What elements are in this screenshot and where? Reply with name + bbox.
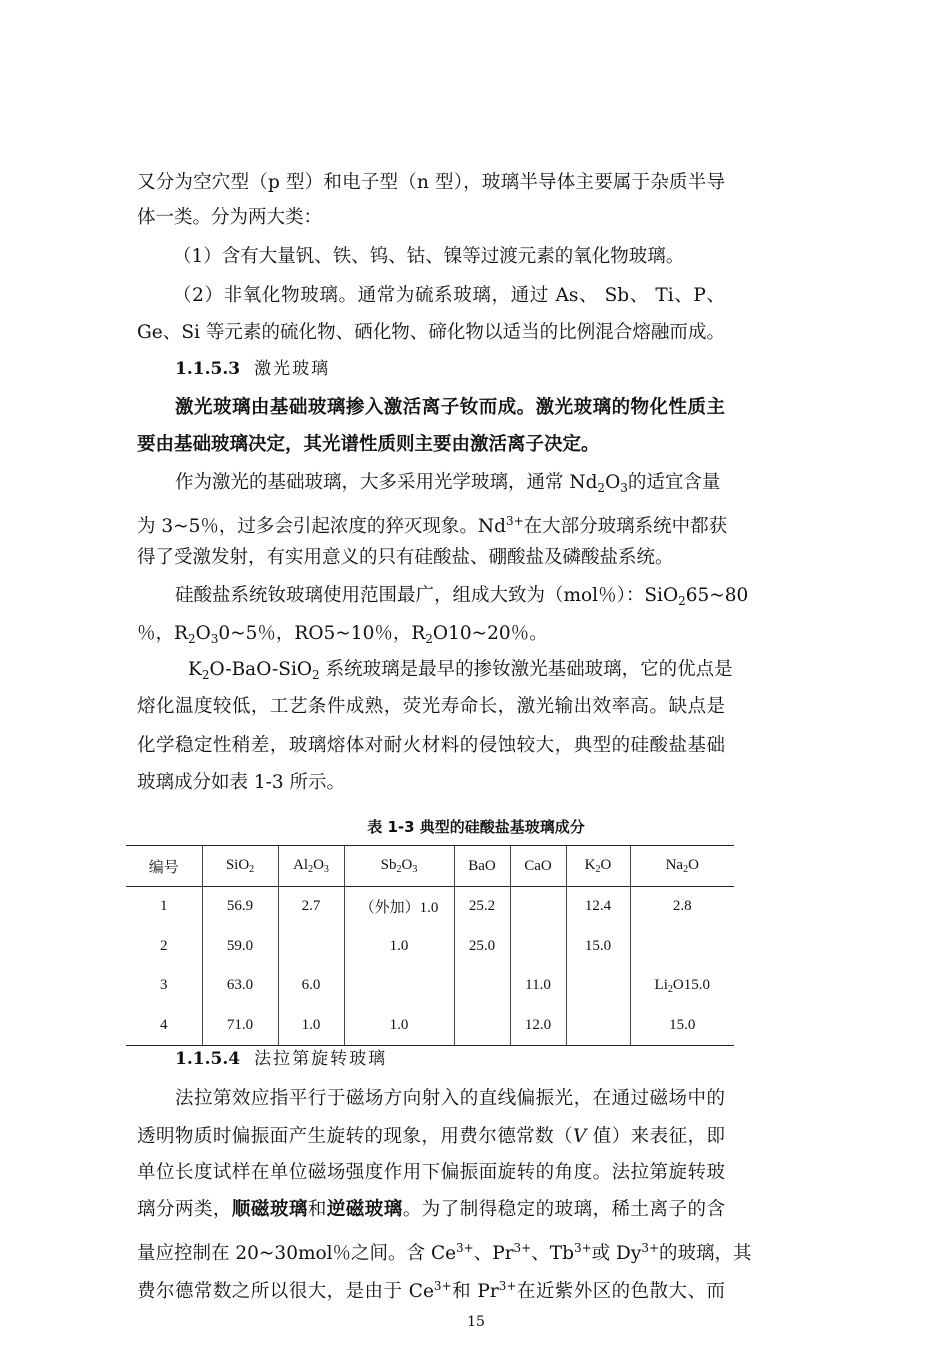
- paragraph-line: （1）含有大量钒、铁、钨、钴、镍等过渡元素的氧化物玻璃。: [173, 246, 685, 267]
- table-cell: 12.0: [510, 1006, 566, 1046]
- section-title: 激光玻璃: [254, 359, 331, 379]
- table-row: [126, 966, 734, 1006]
- table-cell: 11.0: [510, 966, 566, 1006]
- section-heading: [175, 1046, 387, 1072]
- subscript: 3: [620, 481, 628, 495]
- section-number: 1.1.5.4: [175, 1049, 241, 1069]
- text-run: 透明物质时偏振面产生旋转的现象，用费尔德常数（: [137, 1126, 574, 1147]
- table-cell: 1.0: [278, 1006, 344, 1046]
- text-run: 系统玻璃是最早的掺钕激光基础玻璃，它的优点是: [319, 659, 733, 680]
- text-run: 65~80: [685, 585, 749, 606]
- paragraph-line: 体一类。分为两大类：: [137, 207, 323, 228]
- paragraph-line: 玻璃成分如表 1-3 所示。: [137, 772, 346, 793]
- section-title: 法拉第旋转玻璃: [254, 1049, 388, 1069]
- col-header-cao: CaO: [510, 846, 566, 887]
- paragraph-line: 得了受激发射，有实用意义的只有硅酸盐、硼酸盐及磷酸盐系统。: [137, 547, 674, 568]
- paragraph-line: [137, 1197, 725, 1223]
- paragraph-line: （2）非氧化物玻璃。通常为硫系玻璃，通过 As、 Sb、 Ti、P、: [173, 285, 725, 306]
- superscript: 3+: [513, 1241, 532, 1255]
- text-run: 在大部分玻璃系统中都获: [523, 516, 728, 537]
- col-header-k2o: $K_2O$: [566, 846, 630, 887]
- paragraph-line: [137, 1273, 725, 1305]
- paragraph-line: 又分为空穴型（p 型）和电子型（n 型），玻璃半导体主要属于杂质半导: [137, 172, 725, 193]
- text-run: 和: [307, 1199, 327, 1220]
- text-run: 为 3~5％，过多会引起浓度的猝灭现象。Nd: [137, 516, 506, 537]
- text-run: 硅酸盐系统钕玻璃使用范围最广，组成大致为（mol％）：SiO: [175, 585, 679, 606]
- col-header-number: 编号: [126, 846, 202, 887]
- text-run: O: [195, 623, 211, 644]
- superscript: 3+: [573, 1241, 592, 1255]
- table-cell: 15.0: [566, 927, 630, 967]
- table-cell: 1: [160, 898, 168, 915]
- table-caption: 表 1-3 典型的硅酸盐基玻璃成分: [367, 818, 585, 836]
- section-number: 1.1.5.3: [175, 359, 241, 379]
- paragraph-line: [137, 1235, 752, 1267]
- subscript: 2: [425, 632, 433, 646]
- table-cell: [454, 1006, 510, 1046]
- table-row: [126, 927, 734, 967]
- text-run: O: [605, 472, 621, 493]
- table-cell: 71.0: [202, 1006, 278, 1046]
- table-cell: 6.0: [278, 966, 344, 1006]
- table-cell: 56.9: [202, 887, 278, 927]
- paragraph-line: [137, 508, 727, 540]
- table-cell: 1.0: [344, 927, 454, 967]
- col-header-na2o: $Na_2O$: [630, 846, 734, 887]
- paragraph-line: 化学稳定性稍差，玻璃熔体对耐火材料的侵蚀较大，典型的硅酸盐基础: [137, 735, 725, 756]
- paragraph-line: [137, 621, 548, 652]
- table-cell: （外加）1.0: [344, 887, 454, 927]
- table-cell: [566, 966, 630, 1006]
- table-row: [126, 1006, 734, 1046]
- text-run: 、Tb: [531, 1243, 574, 1264]
- subscript: 3: [210, 632, 219, 646]
- paragraph-line: 激光玻璃由基础玻璃掺入激活离子钕而成。激光玻璃的物化性质主: [175, 397, 725, 418]
- text-run: 作为激光的基础玻璃，大多采用光学玻璃，通常 Nd: [175, 472, 598, 493]
- subscript: 2: [597, 481, 606, 495]
- table-cell: 4: [126, 1006, 202, 1046]
- paragraph-line: 单位长度试样在单位磁场强度作用下偏振面旋转的角度。法拉第旋转玻: [137, 1162, 725, 1183]
- table-cell: 1.0: [344, 1006, 454, 1046]
- subscript: 2: [201, 668, 210, 682]
- text-run-italic: V: [573, 1126, 587, 1147]
- text-run: O10~20％。: [432, 623, 548, 644]
- col-header-al2o3: $Al_2O_3$: [278, 846, 344, 887]
- table-cell: 2.7: [278, 887, 344, 927]
- text-run: 在近紫外区的色散大、而: [516, 1281, 725, 1302]
- table-cell: [454, 966, 510, 1006]
- table-cell: 15.0: [630, 1006, 734, 1046]
- text-run: O-BaO-SiO: [209, 659, 313, 680]
- table-header-row: [126, 846, 734, 887]
- paragraph-line: 要由基础玻璃决定，其光谱性质则主要由激活离子决定。: [137, 434, 600, 455]
- col-header-sio2: SiO$_2$: [202, 846, 278, 887]
- composition-table: [126, 845, 734, 1046]
- text-run: 费尔德常数之所以很大，是由于 Ce: [137, 1281, 434, 1302]
- table-cell: [566, 1006, 630, 1046]
- subscript: 2: [678, 594, 686, 608]
- text-run: 的玻璃，其: [659, 1243, 752, 1264]
- col-header-sb2o3: $Sb_2O_3$: [344, 846, 454, 887]
- table-cell: [630, 927, 734, 967]
- table-cell: [344, 966, 454, 1006]
- superscript: 3+: [433, 1279, 452, 1293]
- table-cell: 12.4: [566, 887, 630, 927]
- superscript: 3+: [505, 514, 524, 528]
- paragraph-line: Ge、Si 等元素的硫化物、硒化物、碲化物以适当的比例混合熔融而成。: [137, 322, 725, 343]
- section-heading: [175, 356, 330, 382]
- text-run: 和 Pr: [451, 1281, 499, 1302]
- paragraph-line: [175, 583, 748, 614]
- paragraph-line: [137, 1124, 725, 1150]
- text-run: 0~5％，RO5~10％，R: [218, 623, 426, 644]
- text-run: 、Pr: [473, 1243, 514, 1264]
- text-run: 值）来表征，即: [586, 1126, 725, 1147]
- superscript: 3+: [641, 1241, 660, 1255]
- table-cell: 59.0: [202, 927, 278, 967]
- text-run: 量应控制在 20~30mol％之间。含 Ce: [137, 1243, 457, 1264]
- superscript: 3+: [498, 1279, 517, 1293]
- table-cell: [510, 887, 566, 927]
- paragraph-line: [188, 657, 733, 688]
- table-cell: 63.0: [202, 966, 278, 1006]
- text-run-bold: 顺磁玻璃: [231, 1199, 308, 1220]
- text-run: 璃分两类，: [137, 1199, 232, 1220]
- text-run: 或 Dy: [591, 1243, 642, 1264]
- table-cell: 25.2: [454, 887, 510, 927]
- text-run: ％，R: [137, 623, 188, 644]
- text-run: 。为了制得稳定的玻璃，稀土离子的含: [402, 1199, 725, 1220]
- table-cell: [278, 927, 344, 967]
- paragraph-line: 熔化温度较低，工艺条件成熟，荧光寿命长，激光输出效率高。缺点是: [137, 696, 725, 717]
- subscript: 2: [312, 668, 320, 682]
- text-run-bold: 逆磁玻璃: [326, 1199, 403, 1220]
- table-cell: 3: [160, 977, 168, 994]
- subscript: 2: [187, 632, 196, 646]
- text-run: 的适宜含量: [627, 472, 721, 493]
- paragraph-line: [175, 470, 720, 501]
- table-row: [126, 887, 734, 927]
- table-cell: 25.0: [454, 927, 510, 967]
- col-header-bao: BaO: [454, 846, 510, 887]
- superscript: 3+: [456, 1241, 474, 1255]
- table-cell-li2o: $Li_2O15.0$: [630, 966, 734, 1006]
- table-cell: [510, 927, 566, 967]
- page-number: 15: [467, 1314, 485, 1330]
- paragraph-line: 法拉第效应指平行于磁场方向射入的直线偏振光，在通过磁场中的: [175, 1088, 725, 1109]
- table-cell: 2.8: [630, 887, 734, 927]
- table-cell: 2: [160, 937, 168, 954]
- text-run: K: [188, 659, 202, 680]
